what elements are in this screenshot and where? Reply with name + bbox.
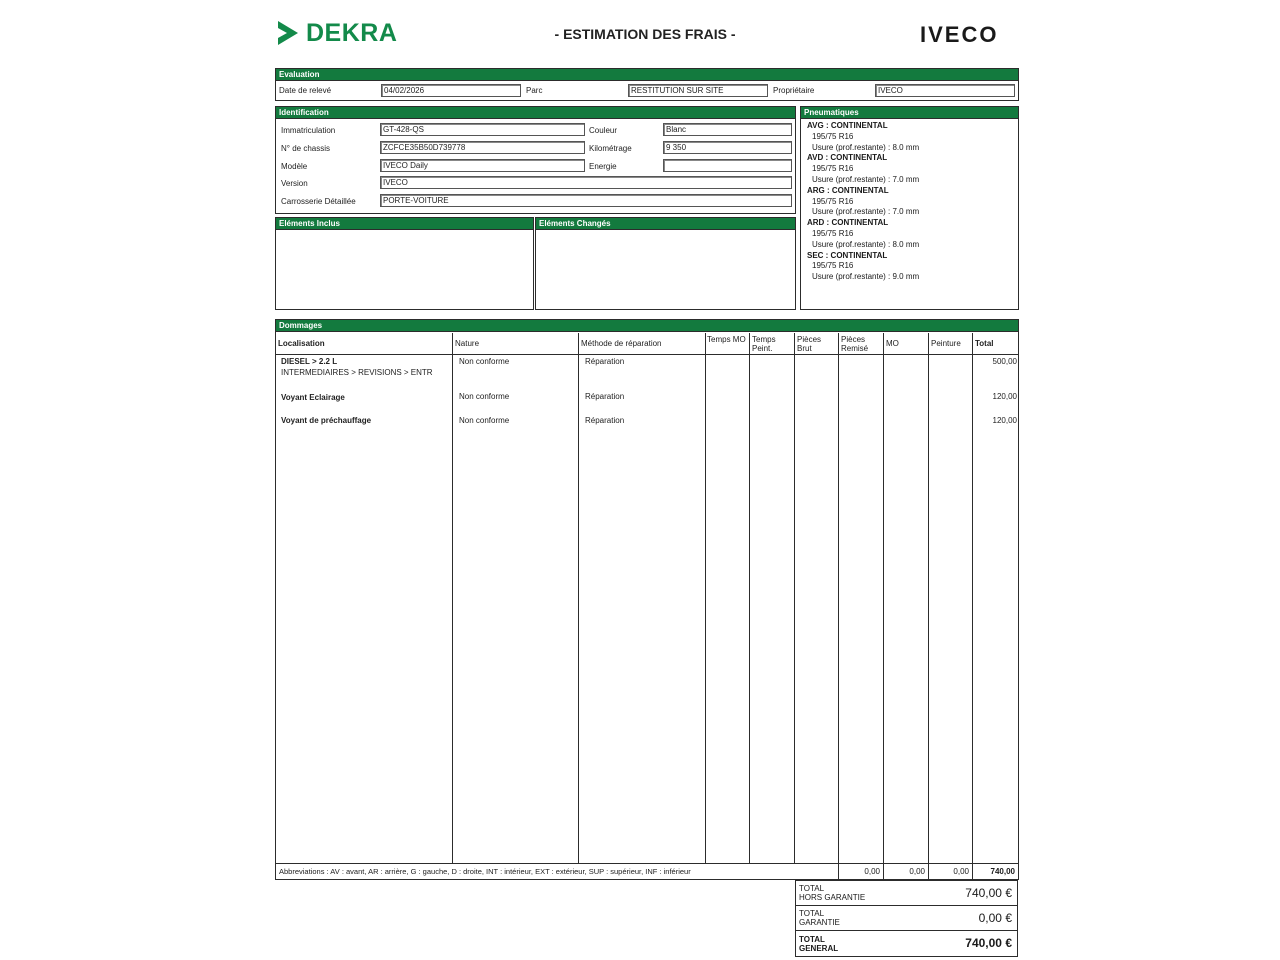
version-field[interactable]: IVECO: [380, 176, 792, 189]
table-header-divider: [276, 354, 1018, 355]
footer-peinture: 0,00: [928, 864, 972, 879]
immat-label: Immatriculation: [281, 126, 336, 135]
column-divider: [928, 333, 929, 863]
iveco-logo: IVECO: [920, 22, 999, 47]
col-header-temps-mo: Temps MO: [707, 335, 746, 344]
tyre-list: [807, 121, 919, 283]
column-divider: [749, 333, 750, 863]
owner-field[interactable]: IVECO: [875, 84, 1015, 97]
energie-label: Energie: [589, 162, 617, 171]
tyre-size: 195/75 R16: [812, 196, 854, 206]
total-garantie-value: 0,00 €: [978, 911, 1012, 925]
tyre-position: ARG : CONTINENTAL: [807, 185, 889, 195]
col-header-pieces-remise-line1: Pièces: [841, 335, 866, 344]
total-general-label: [799, 935, 838, 953]
elements-inclus-section: [275, 217, 534, 310]
tyre-size: 195/75 R16: [812, 228, 854, 238]
total-garantie-label: [799, 909, 840, 927]
total-hors-garantie: [795, 880, 1018, 906]
immat-field[interactable]: GT-428-QS: [380, 123, 585, 136]
elements-changes-section: [535, 217, 796, 310]
row-total: 120,00: [992, 416, 1017, 425]
footer-pieces-remise: 0,00: [838, 864, 883, 879]
total-general-line2: GENERAL: [799, 944, 839, 953]
chassis-field[interactable]: ZCFCE35B50D739778: [380, 141, 585, 154]
identification-section: [275, 106, 796, 214]
column-divider: [883, 333, 884, 863]
row-total: 120,00: [992, 392, 1017, 401]
total-hors-garantie-label: [799, 884, 865, 902]
row-localisation-sub: INTERMEDIAIRES > REVISIONS > ENTR: [281, 368, 433, 377]
total-garantie-line1: TOTAL: [799, 909, 825, 918]
tyre-size: 195/75 R16: [812, 261, 854, 271]
identification-title: Identification: [276, 107, 795, 119]
row-methode: Réparation: [585, 416, 625, 425]
col-header-methode: Méthode de réparation: [581, 339, 662, 348]
tyre-position: ARD : CONTINENTAL: [807, 218, 889, 228]
couleur-label: Couleur: [589, 126, 618, 135]
chassis-label: N° de chassis: [281, 144, 330, 153]
col-header-nature: Nature: [455, 339, 480, 348]
parc-field[interactable]: RESTITUTION SUR SITE: [628, 84, 768, 97]
column-divider: [794, 333, 795, 863]
evaluation-section: [275, 68, 1019, 101]
tyre-wear: Usure (prof.restante) : 7.0 mm: [812, 174, 920, 184]
carrosserie-label: Carrosserie Détaillée: [281, 197, 356, 206]
column-divider: [452, 333, 453, 863]
col-header-mo: MO: [886, 339, 899, 348]
elements-changes-title: Eléments Changés: [536, 218, 795, 230]
col-header-pieces-remise-line2: Remisé: [841, 344, 869, 353]
row-localisation: Voyant de préchauffage: [281, 416, 372, 425]
dekra-logo: [276, 18, 397, 48]
page-title: - ESTIMATION DES FRAIS -: [554, 26, 736, 42]
row-nature: Non conforme: [459, 416, 510, 425]
col-header-temps-peint-line1: Temps: [752, 335, 776, 344]
energie-field[interactable]: [663, 159, 792, 172]
date-label: Date de relevé: [279, 86, 332, 95]
abbreviations-note: Abbreviations : AV : avant, AR : arrière, G : gauche, D : droite, INT : intérieur, EXT : extérieur, SUP : supérieur, INF : inférieur: [279, 867, 691, 876]
tyre-wear: Usure (prof.restante) : 8.0 mm: [812, 142, 920, 152]
dommages-section: [275, 319, 1019, 880]
total-garantie: [795, 905, 1018, 931]
parc-label: Parc: [526, 86, 543, 95]
total-general-value: 740,00 €: [965, 936, 1012, 950]
col-header-pieces-remise: [841, 335, 868, 353]
column-divider: [578, 333, 579, 863]
col-header-localisation: Localisation: [278, 339, 325, 348]
elements-inclus-title: Eléments Inclus: [276, 218, 533, 230]
evaluation-title: Evaluation: [276, 69, 1018, 81]
row-total: 500,00: [992, 357, 1017, 366]
pneumatiques-title: Pneumatiques: [801, 107, 1018, 119]
couleur-field[interactable]: Blanc: [663, 123, 792, 136]
col-header-temps-peint: [752, 335, 776, 353]
row-methode: Réparation: [585, 357, 625, 366]
tyre-size: 195/75 R16: [812, 131, 854, 141]
total-garantie-line2: GARANTIE: [799, 918, 840, 927]
version-label: Version: [281, 179, 308, 188]
tyre-wear: Usure (prof.restante) : 7.0 mm: [812, 207, 920, 217]
dekra-chevron-icon: [276, 19, 300, 47]
col-header-peinture: Peinture: [931, 339, 961, 348]
total-general: [795, 930, 1018, 957]
row-nature: Non conforme: [459, 392, 510, 401]
column-divider: [972, 333, 973, 863]
km-field[interactable]: 9 350: [663, 141, 792, 154]
carrosserie-field[interactable]: PORTE-VOITURE: [380, 194, 792, 207]
date-field[interactable]: 04/02/2026: [381, 84, 521, 97]
tyre-size: 195/75 R16: [812, 164, 854, 174]
owner-label: Propriétaire: [773, 86, 815, 95]
modele-field[interactable]: IVECO Daily: [380, 159, 585, 172]
tyre-position: SEC : CONTINENTAL: [807, 250, 888, 260]
row-localisation: Voyant Eclairage: [281, 393, 345, 402]
col-header-pieces-brut-line2: Brut: [797, 344, 812, 353]
tyre-wear: Usure (prof.restante) : 8.0 mm: [812, 239, 920, 249]
pneumatiques-section: [800, 106, 1019, 310]
total-general-line1: TOTAL: [799, 935, 825, 944]
dommages-title: Dommages: [276, 320, 1018, 332]
dekra-logo-text: DEKRA: [306, 18, 398, 47]
total-hors-garantie-line2: HORS GARANTIE: [799, 893, 866, 902]
total-hors-garantie-line1: TOTAL: [799, 884, 825, 893]
tyre-position: AVD : CONTINENTAL: [807, 153, 888, 163]
modele-label: Modèle: [281, 162, 308, 171]
row-nature: Non conforme: [459, 357, 510, 366]
total-hors-garantie-value: 740,00 €: [965, 886, 1012, 900]
row-localisation: DIESEL > 2.2 L: [281, 357, 338, 366]
col-header-temps-peint-line2: Peint.: [752, 344, 773, 353]
col-header-total: Total: [975, 339, 994, 348]
column-divider: [838, 333, 839, 863]
column-divider: [705, 333, 706, 863]
tyre-wear: Usure (prof.restante) : 9.0 mm: [812, 272, 920, 282]
footer-mo: 0,00: [883, 864, 928, 879]
tyre-position: AVG : CONTINENTAL: [807, 121, 888, 130]
footer-total: 740,00: [972, 864, 1018, 879]
row-methode: Réparation: [585, 392, 625, 401]
col-header-pieces-brut-line1: Pièces: [797, 335, 822, 344]
col-header-pieces-brut: [797, 335, 821, 353]
km-label: Kilométrage: [589, 144, 632, 153]
